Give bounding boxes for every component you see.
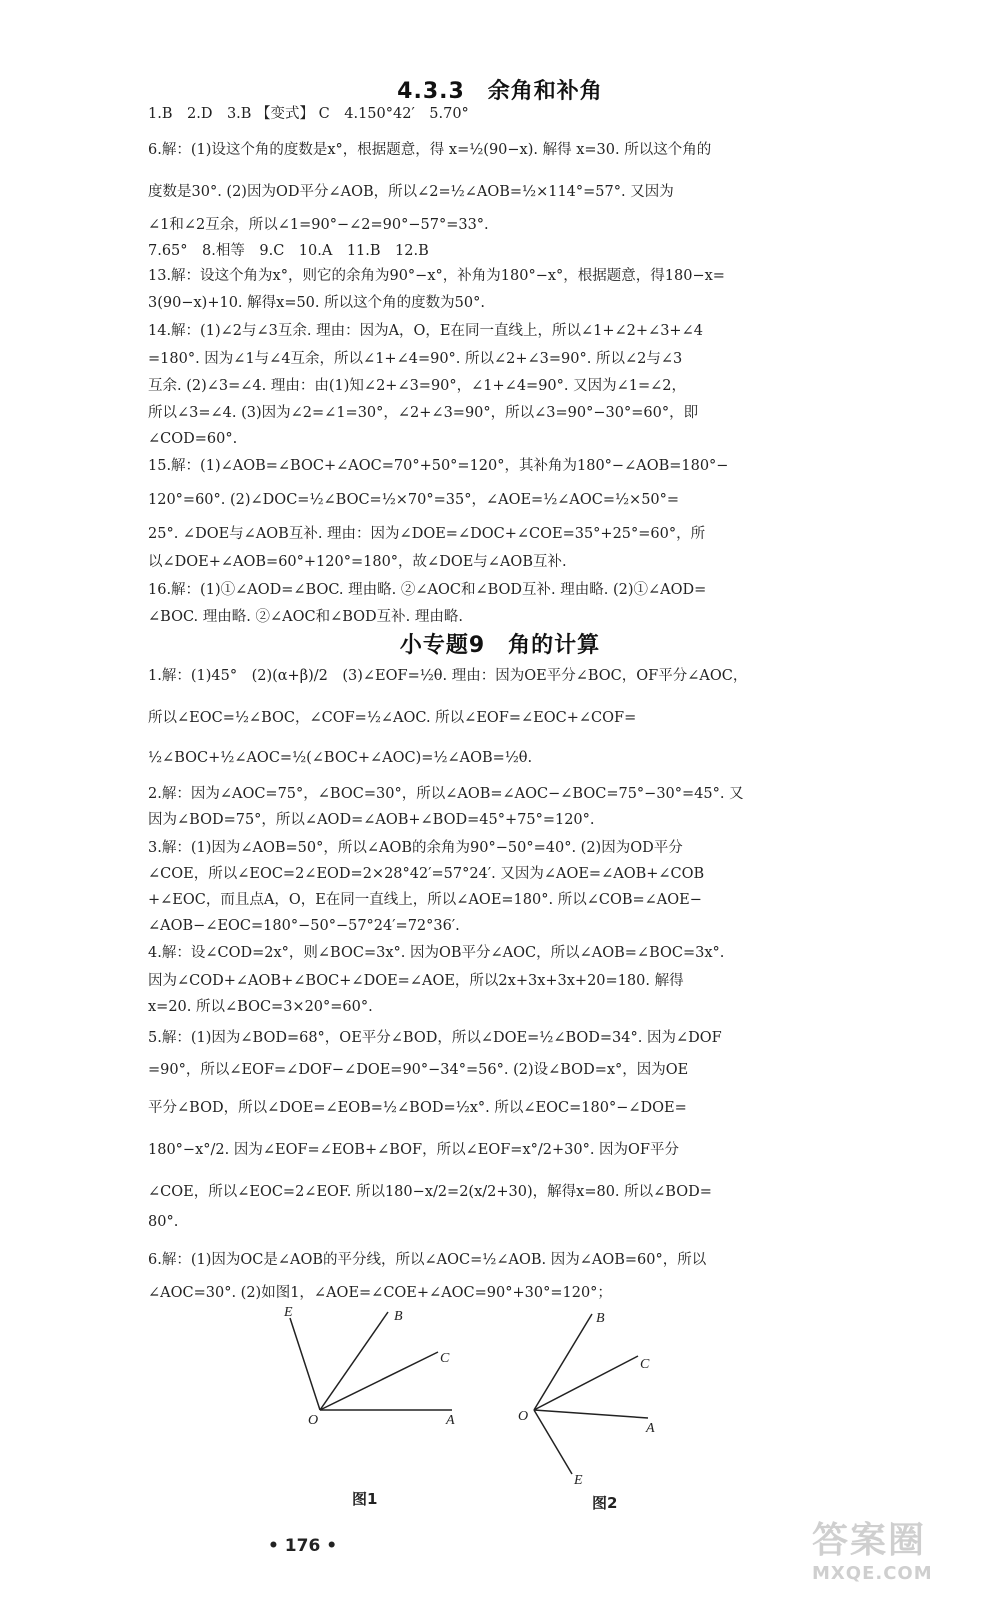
watermark-url: MXQE.COM	[812, 1563, 933, 1584]
label-e: E	[284, 1305, 293, 1320]
answer-line-s2-10: 因为∠COD+∠AOB+∠BOC+∠DOE=∠AOE，所以2x+3x+3x+20=180. 解得	[148, 973, 684, 989]
answer-line-s1-9: 互余. (2)∠3=∠4. 理由：由(1)知∠2+∠3=90°，∠1+∠4=90°. 又因为∠1=∠2，	[148, 378, 687, 394]
page-number: • 176 •	[268, 1536, 338, 1556]
answer-line-s1-10: 所以∠3=∠4. (3)因为∠2=∠1=30°，∠2+∠3=90°，所以∠3=90°−30°=60°，即	[148, 405, 699, 421]
label-c: C	[440, 1351, 450, 1366]
answer-line-s1-4: 7.65° 8.相等 9.C 10.A 11.B 12.B	[148, 243, 429, 259]
ray-ob	[320, 1312, 388, 1410]
answer-line-s2-6: ∠COE，所以∠EOC=2∠EOD=2×28°42′=57°24′. 又因为∠AOE=∠AOB+∠COB	[148, 866, 705, 882]
answer-line-s1-12: 15.解：(1)∠AOB=∠BOC+∠AOC=70°+50°=120°，其补角为180°−∠AOB=180°−	[148, 458, 729, 474]
answer-line-s1-13: 120°=60°. (2)∠DOC=½∠BOC=½×70°=35°，∠AOE=½∠AOC=½×50°=	[148, 492, 680, 508]
ray-oa	[534, 1410, 648, 1418]
answer-line-s2-9: 4.解：设∠COD=2x°，则∠BOC=3x°. 因为OB平分∠AOC，所以∠AOB=∠BOC=3x°.	[148, 945, 725, 961]
answer-line-s1-14: 25°. ∠DOE与∠AOB互补. 理由：因为∠DOE=∠DOC+∠COE=35°+25°=60°，所	[148, 526, 706, 542]
answer-line-s2-5: 3.解：(1)因为∠AOB=50°，所以∠AOB的余角为90°−50°=40°. (2)因为OD平分	[148, 840, 683, 856]
watermark	[812, 1512, 992, 1594]
watermark-logo-text: 答案圈	[812, 1520, 927, 1561]
answer-line-s2-0: 1.解：(1)45° (2)(α+β)/2 (3)∠EOF=½θ. 理由：因为OE平分∠BOC，OF平分∠AOC，	[148, 668, 748, 684]
answer-line-s2-17: 80°.	[148, 1214, 179, 1230]
figure-2-caption: 图2	[592, 1494, 618, 1512]
ray-oe	[290, 1318, 320, 1410]
answer-line-s1-6: 3(90−x)+10. 解得x=50. 所以这个角的度数为50°.	[148, 295, 485, 311]
answer-line-s1-1: 6.解：(1)设这个角的度数是x°，根据题意，得 x=½(90−x). 解得 x=30. 所以这个角的	[148, 142, 712, 158]
answer-line-s2-2: ½∠BOC+½∠AOC=½(∠BOC+∠AOC)=½∠AOB=½θ.	[148, 750, 533, 766]
figure-2-diagram	[510, 1300, 680, 1490]
answer-line-s1-8: =180°. 因为∠1与∠4互余，所以∠1+∠4=90°. 所以∠2+∠3=90°. 所以∠2与∠3	[148, 351, 683, 367]
answer-line-s1-0: 1.B 2.D 3.B 【变式】 C 4.150°42′ 5.70°	[148, 106, 469, 122]
answer-line-s1-11: ∠COD=60°.	[148, 431, 238, 447]
answer-line-s2-15: 180°−x°/2. 因为∠EOF=∠EOB+∠BOF，所以∠EOF=x°/2+30°. 因为OF平分	[148, 1142, 679, 1158]
answer-line-s2-1: 所以∠EOC=½∠BOC，∠COF=½∠AOC. 所以∠EOF=∠EOC+∠COF=	[148, 710, 637, 726]
answer-line-s2-14: 平分∠BOD，所以∠DOE=∠EOB=½∠BOD=½x°. 所以∠EOC=180°−∠DOE=	[148, 1100, 687, 1116]
answer-line-s2-3: 2.解：因为∠AOC=75°，∠BOC=30°，所以∠AOB=∠AOC−∠BOC=75°−30°=45°. 又	[148, 786, 744, 802]
label-a: A	[446, 1413, 455, 1428]
label-a: A	[646, 1421, 655, 1436]
answer-line-s2-8: ∠AOB−∠EOC=180°−50°−57°24′=72°36′.	[148, 918, 460, 934]
figure-1-diagram	[270, 1300, 470, 1430]
label-c: C	[640, 1357, 650, 1372]
answer-line-s1-15: 以∠DOE+∠AOB=60°+120°=180°，故∠DOE与∠AOB互补.	[148, 554, 567, 570]
answer-line-s1-2: 度数是30°. (2)因为OD平分∠AOB，所以∠2=½∠AOB=½×114°=57°. 又因为	[148, 184, 674, 200]
answer-line-s1-17: ∠BOC. 理由略. ②∠AOC和∠BOD互补. 理由略.	[148, 609, 463, 625]
answer-line-s1-16: 16.解：(1)①∠AOD=∠BOC. 理由略. ②∠AOC和∠BOD互补. 理由略. (2)①∠AOD=	[148, 582, 707, 598]
answer-line-s1-5: 13.解：设这个角为x°，则它的余角为90°−x°，补角为180°−x°，根据题意，得180−x=	[148, 268, 725, 284]
section-title-4-3-3: 4.3.3 余角和补角	[397, 79, 603, 104]
answer-line-s2-13: =90°，所以∠EOF=∠DOF−∠DOE=90°−34°=56°. (2)设∠BOD=x°，因为OE	[148, 1062, 689, 1078]
answer-line-s2-16: ∠COE，所以∠EOC=2∠EOF. 所以180−x/2=2(x/2+30)，解得x=80. 所以∠BOD=	[148, 1184, 712, 1200]
answer-line-s2-7: +∠EOC，而且点A，O，E在同一直线上，所以∠AOE=180°. 所以∠COB=∠AOE−	[148, 892, 702, 908]
label-e: E	[574, 1473, 583, 1488]
answer-line-s2-12: 5.解：(1)因为∠BOD=68°，OE平分∠BOD，所以∠DOE=½∠BOD=34°. 因为∠DOF	[148, 1030, 722, 1046]
label-o: O	[308, 1413, 319, 1428]
answer-line-s2-4: 因为∠BOD=75°，所以∠AOD=∠AOB+∠BOD=45°+75°=120°.	[148, 812, 595, 828]
label-b: B	[596, 1311, 605, 1326]
answer-line-s1-3: ∠1和∠2互余，所以∠1=90°−∠2=90°−57°=33°.	[148, 217, 489, 233]
answer-line-s2-18: 6.解：(1)因为OC是∠AOB的平分线，所以∠AOC=½∠AOB. 因为∠AOB=60°，所以	[148, 1252, 707, 1268]
figure-1-caption: 图1	[352, 1490, 378, 1508]
ray-oe	[534, 1410, 572, 1474]
answer-line-s2-11: x=20. 所以∠BOC=3×20°=60°.	[148, 999, 373, 1015]
section-title-topic-9: 小专题9 角的计算	[399, 633, 601, 658]
answer-line-s1-7: 14.解：(1)∠2与∠3互余. 理由：因为A，O，E在同一直线上，所以∠1+∠2+∠3+∠4	[148, 323, 703, 339]
answer-line-s2-19: ∠AOC=30°. (2)如图1，∠AOE=∠COE+∠AOC=90°+30°=120°；	[148, 1285, 612, 1301]
label-b: B	[394, 1309, 403, 1324]
label-o: O	[518, 1409, 529, 1424]
ray-oc	[320, 1352, 438, 1410]
